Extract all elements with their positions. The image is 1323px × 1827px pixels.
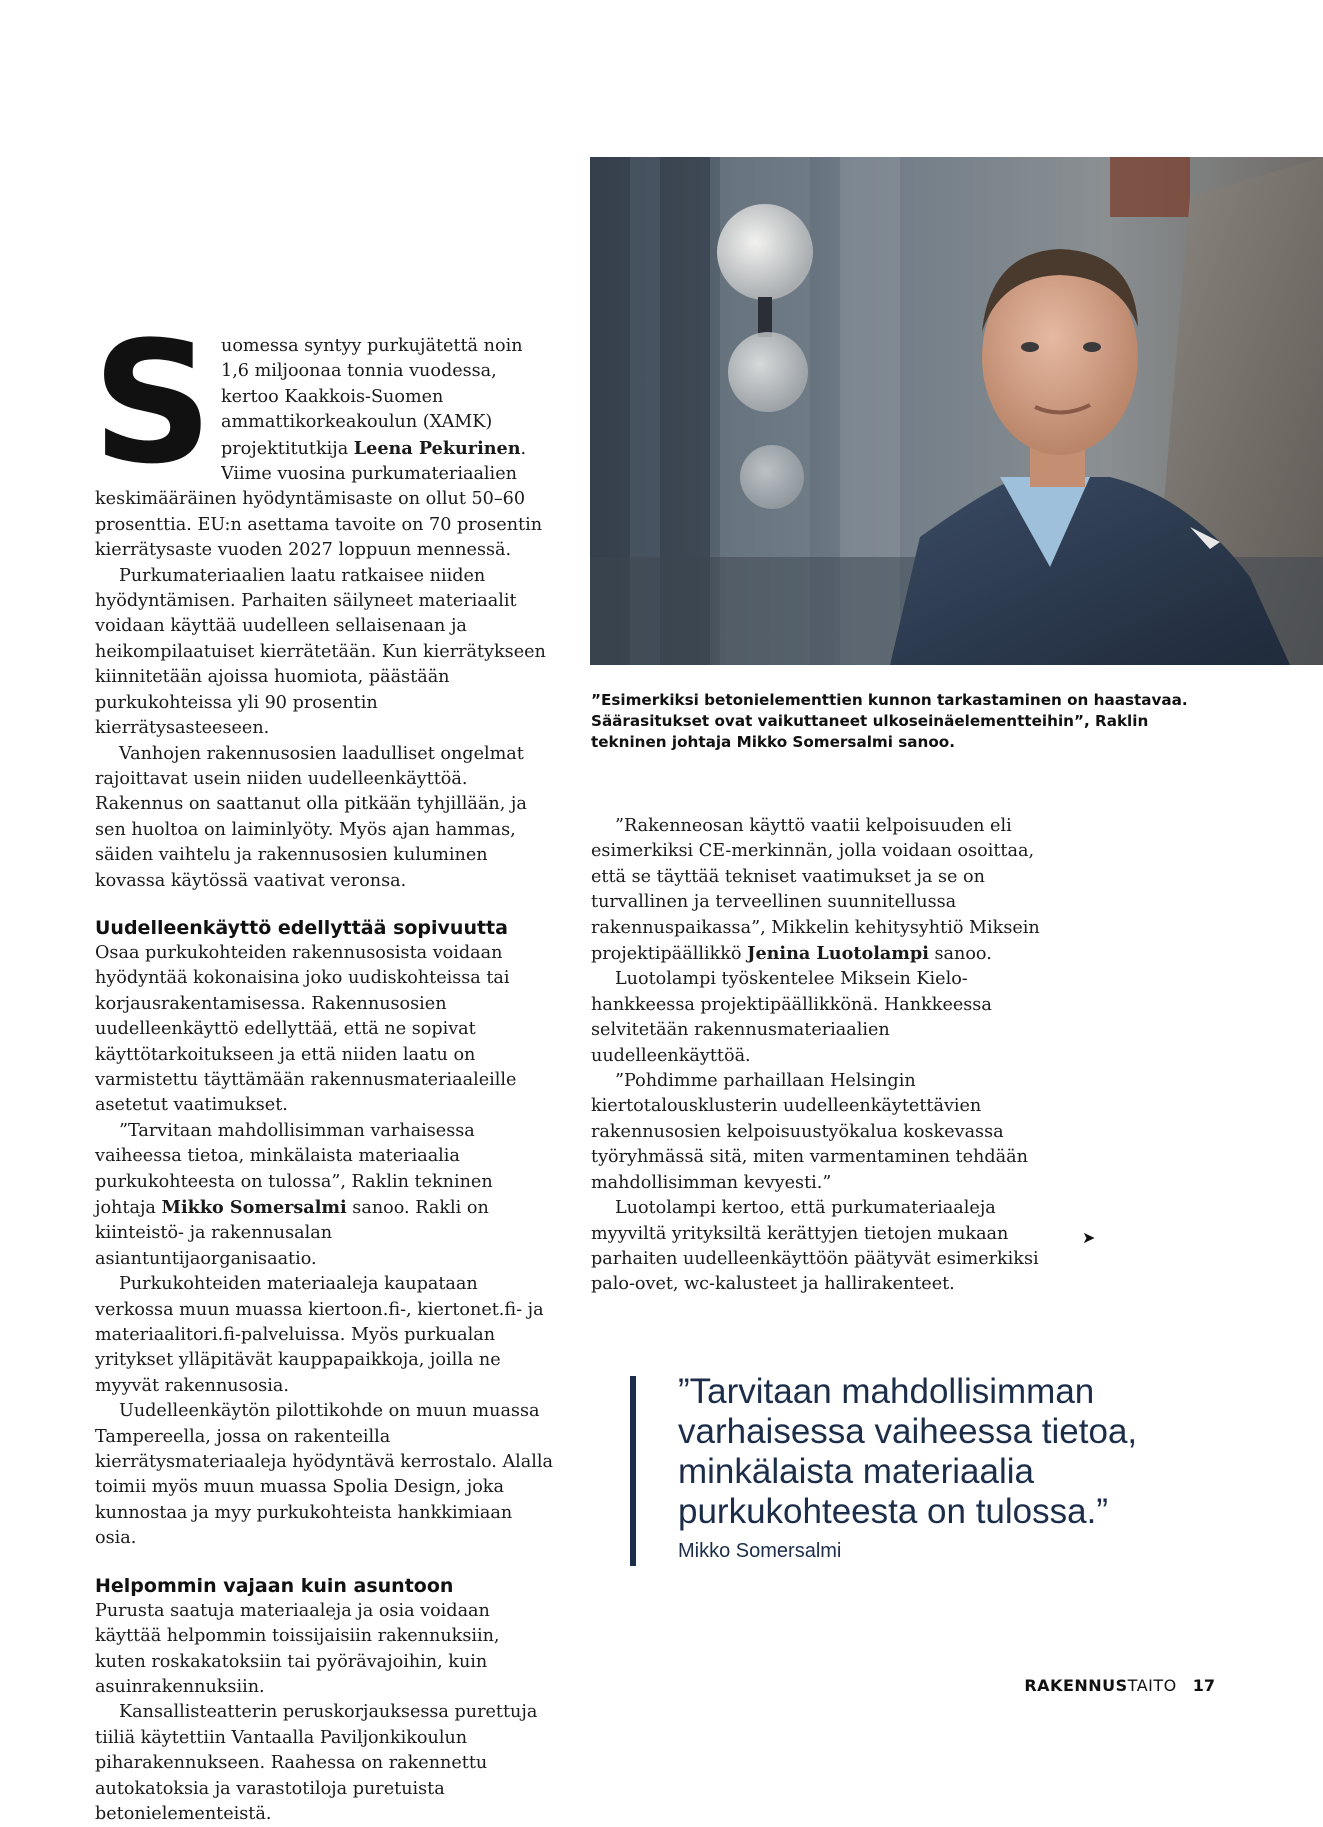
pull-quote-text: ”Tarvitaan mahdollisimman varhaisessa vaiheessa tietoa, minkälaista materiaalia purkukohteesta on tulossa.”: [678, 1372, 1138, 1531]
article-right-column: [591, 814, 1047, 1298]
continue-arrow-icon: ➤: [1082, 1228, 1096, 1247]
paragraph: Uudelleenkäytön pilottikohde on muun muassa Tampereella, jossa on rakenteilla kierrätysmateriaaleja hyödyntävä kerrostalo. Alalla toimii myös muun muassa Spolia Design, joka kunnostaa ja myy purkukohteista hankkimiaan osia.: [95, 1401, 554, 1549]
magazine-brand-light: TAITO: [1127, 1676, 1177, 1695]
intro-text-b: . Viime vuosina purkumateriaalien keskimääräinen hyödyntämisaste on ollut 50–60 prosenttia. EU:n asettama tavoite on 70 prosentin kierrätysaste vuoden 2027 loppuun mennessä.: [95, 438, 543, 561]
photo-caption: ”Esimerkiksi betonielementtien kunnon tarkastaminen on haastavaa. Säärasitukset ovat vaikuttaneet ulkoseinäelementteihin”, Raklin tekninen johtaja Mikko Somersalmi sanoo.: [591, 691, 1188, 751]
paragraph: ”Pohdimme parhaillaan Helsingin kiertotalousklusterin uudelleenkäytettävien rakennusosien kelpoisuustyökalua koskevassa työryhmässä sitä, miten varmentaminen tehdään mahdollisimman kevyesti.”: [591, 1071, 1028, 1193]
pull-quote: [630, 1372, 1190, 1566]
paragraph: Luotolampi työskentelee Miksein Kielo-hankkeessa projektipäällikkönä. Hankkeessa selvitetään rakennusmateriaalien uudelleenkäyttöä.: [591, 969, 992, 1066]
paragraph: Purusta saatuja materiaaleja ja osia voidaan käyttää helpommin toissijaisiin rakennuksiin, kuten roskakatoksiin tai pyörävajoihin, kuin asuinrakennuksiin.: [95, 1600, 500, 1697]
paragraph: Kansallisteatterin peruskorjauksessa purettuja tiiliä käytettiin Vantaalla Paviljonkikoulun piharakennukseen. Raahessa on rakennettu autokatoksia ja varastotiloja puretuista betonielementeistä.: [95, 1702, 538, 1824]
paragraph-text-b: sanoo.: [928, 944, 992, 965]
person-name-bold: Jenina Luotolampi: [747, 943, 929, 965]
drop-cap: S: [92, 305, 213, 501]
pull-quote-author: Mikko Somersalmi: [678, 1540, 842, 1562]
article-left-column: [92, 305, 555, 1827]
person-name-bold: Mikko Somersalmi: [161, 1197, 347, 1218]
paragraph: [95, 1119, 555, 1272]
page-number: 17: [1192, 1676, 1215, 1695]
intro-text-a: uomessa syntyy purkujätettä noin 1,6 miljoonaa tonnia vuodessa, kertoo Kaakkois-Suomen ammattikorkeakoulun (XAMK) projektitutkija: [221, 336, 523, 459]
paragraph-text-a: ”Rakenneosan käyttö vaatii kelpoisuuden eli esimerkiksi CE-merkinnän, jolla voidaan osoittaa, että se täyttää tekniset vaatimukset ja se on turvallinen ja terveellinen suunnitellussa rakennuspaikassa”, Mikkelin kehitysyhtiö Miksein projektipäällikkö: [591, 816, 1040, 965]
paragraph: Vanhojen rakennusosien laadulliset ongelmat rajoittavat usein niiden uudelleenkäyttöä. Rakennus on saattanut olla pitkään tyhjillään, ja sen huoltoa on laiminlyöty. Myös ajan hammas, säiden vaihtelu ja rakennusosien kuluminen kovassa käytössä vaativat veronsa.: [95, 743, 527, 891]
page-footer: [1024, 1676, 1215, 1695]
section-heading: Uudelleenkäyttö edellyttää sopivuutta: [95, 916, 508, 939]
quote-accent-bar: [630, 1376, 636, 1566]
paragraph: [591, 814, 1047, 967]
paragraph-text-a: ”Tarvitaan mahdollisimman varhaisessa vaiheessa tietoa, minkälaista materiaalia purkukohteesta on tulossa”, Raklin tekninen johtaja: [95, 1120, 493, 1218]
section-heading: Helpommin vajaan kuin asuntoon: [95, 1574, 454, 1597]
paragraph: Luotolampi kertoo, että purkumateriaaleja myyviltä yrityksiltä kerättyjen tietojen mukaan parhaiten uudelleenkäyttöön päätyvät esimerkiksi palo-ovet, wc-kalusteet ja hallirakenteet.: [591, 1198, 1039, 1295]
magazine-brand-bold: RAKENNUS: [1024, 1676, 1128, 1695]
paragraph: Purkumateriaalien laatu ratkaisee niiden hyödyntämisen. Parhaiten säilyneet materiaalit voidaan käyttää uudelleen sellaisenaan ja heikompilaatuiset kierrätetään. Kun kierrätykseen kiinnitetään ajoissa huomiota, päästään purkukohteissa yli 90 prosentin kierrätysasteeseen.: [95, 565, 546, 739]
paragraph-text-b: sanoo. Rakli on kiinteistö- ja rakennusalan asiantuntijaorganisaatio.: [95, 1198, 489, 1269]
paragraph: Osaa purkukohteiden rakennusosista voidaan hyödyntää kokonaisina joko uudiskohteissa tai korjausrakentamisessa. Rakennusosien uudelleenkäyttö edellyttää, että ne sopivat käyttötarkoitukseen ja että niiden laatu on varmistettu täyttämään rakennusmateriaaleille asetetut vaatimukset.: [95, 942, 517, 1116]
intro-name-bold: Leena Pekurinen: [353, 437, 521, 459]
portrait-photo: [590, 157, 1323, 665]
paragraph: Purkukohteiden materiaaleja kaupataan verkossa muun muassa kiertoon.fi-, kiertonet.fi- ja materiaalitori.fi-palveluissa. Myös purkualan yritykset ylläpitävät kauppapaikkoja, joilla ne myyvät rakennusosia.: [95, 1274, 544, 1396]
